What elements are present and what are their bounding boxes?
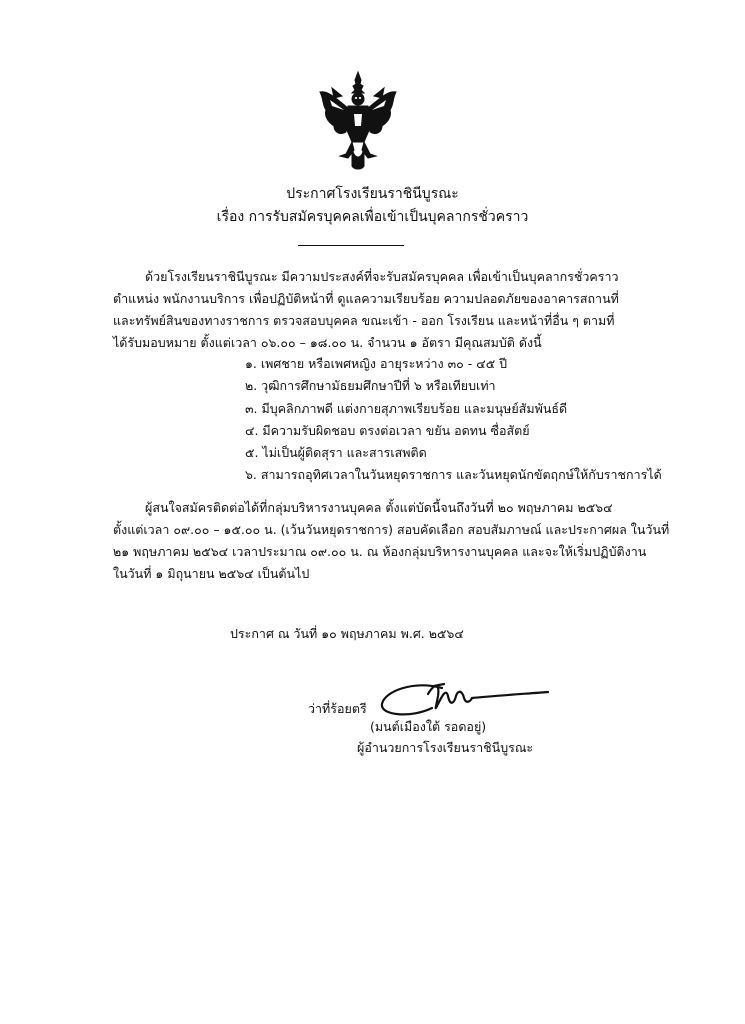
announcement-date: ประกาศ ณ วันที่ ๑๐ พฤษภาคม พ.ศ. ๒๕๖๔ xyxy=(230,626,464,641)
paragraph-line: ได้รับมอบหมาย ตั้งแต่เวลา ๐๖.๐๐ – ๑๘.๐๐ น. จำนวน ๑ อัตรา มีคุณสมบัติ ดังนี้ xyxy=(113,335,542,350)
list-item: ๖. สามารถอุทิศเวลาในวันหยุดราชการ และวันหยุดนักขัตฤกษ์ให้กับราชการได้ xyxy=(245,467,662,483)
announcement-subject: เรื่อง การรับสมัครบุคคลเพื่อเข้าเป็นบุคลากรชั่วคราว xyxy=(216,209,529,225)
paragraph-line: ตำแหน่ง พนักงานบริการ เพื่อปฏิบัติหน้าที่ ดูแลความเรียบร้อย ความปลอดภัยของอาคารสถานที่ xyxy=(113,291,619,306)
title-divider xyxy=(298,245,404,246)
paragraph-line: ๒๑ พฤษภาคม ๒๕๖๔ เวลาประมาณ ๐๙.๐๐ น. ณ ห้องกลุ่มบริหารงานบุคคล และจะให้เริ่มปฏิบัติงาน xyxy=(113,544,647,559)
garuda-emblem-icon xyxy=(318,70,398,172)
list-item: ๑. เพศชาย หรือเพศหญิง อายุระหว่าง ๓๐ - ๔๕ ปี xyxy=(245,356,508,371)
list-item: ๔. มีความรับผิดชอบ ตรงต่อเวลา ขยัน อดทน ซื่อสัตย์ xyxy=(245,422,530,438)
paragraph-line: ตั้งแต่เวลา ๐๙.๐๐ – ๑๕.๐๐ น. (เว้นวันหยุดราชการ) สอบคัดเลือก สอบสัมภาษณ์ และประกาศผล ในวันที่ xyxy=(113,522,670,537)
paragraph-line: ผู้สนใจสมัครติดต่อได้ที่กลุ่มบริหารงานบุคคล ตั้งแต่บัดนี้จนถึงวันที่ ๒๐ พฤษภาคม ๒๕๖๔ xyxy=(145,500,613,515)
paragraph-line: ในวันที่ ๑ มิถุนายน ๒๕๖๔ เป็นต้นไป xyxy=(113,566,310,581)
list-item: ๓. มีบุคลิกภาพดี แต่งกายสุภาพเรียบร้อย และมนุษย์สัมพันธ์ดี xyxy=(245,400,568,416)
qualifications-list xyxy=(245,353,662,487)
list-item: ๒. วุฒิการศึกษามัธยมศึกษาปีที่ ๖ หรือเทียบเท่า xyxy=(245,378,496,394)
paragraph-line: ด้วยโรงเรียนราชินีบูรณะ มีความประสงค์ที่จะรับสมัครบุคคล เพื่อเข้าเป็นบุคลากรชั่วคราว xyxy=(145,269,619,284)
intro-paragraph xyxy=(113,266,653,354)
paragraph-line: และทรัพย์สินของทางราชการ ตรวจสอบบุคคล ขณะเข้า - ออก โรงเรียน และหน้าที่อื่น ๆ ตามที่ xyxy=(113,313,615,328)
signer-position: ผู้อำนวยการโรงเรียนราชินีบูรณะ xyxy=(357,740,534,755)
contact-paragraph xyxy=(113,497,670,585)
announcement-title: ประกาศโรงเรียนราชินีบูรณะ xyxy=(286,186,459,202)
signer-rank-label: ว่าที่ร้อยตรี xyxy=(308,701,367,716)
list-item: ๕. ไม่เป็นผู้ติดสุรา และสารเสพติด xyxy=(245,445,427,461)
signer-name: (มนต์เมืองใต้ รอดอยู่) xyxy=(370,719,487,734)
